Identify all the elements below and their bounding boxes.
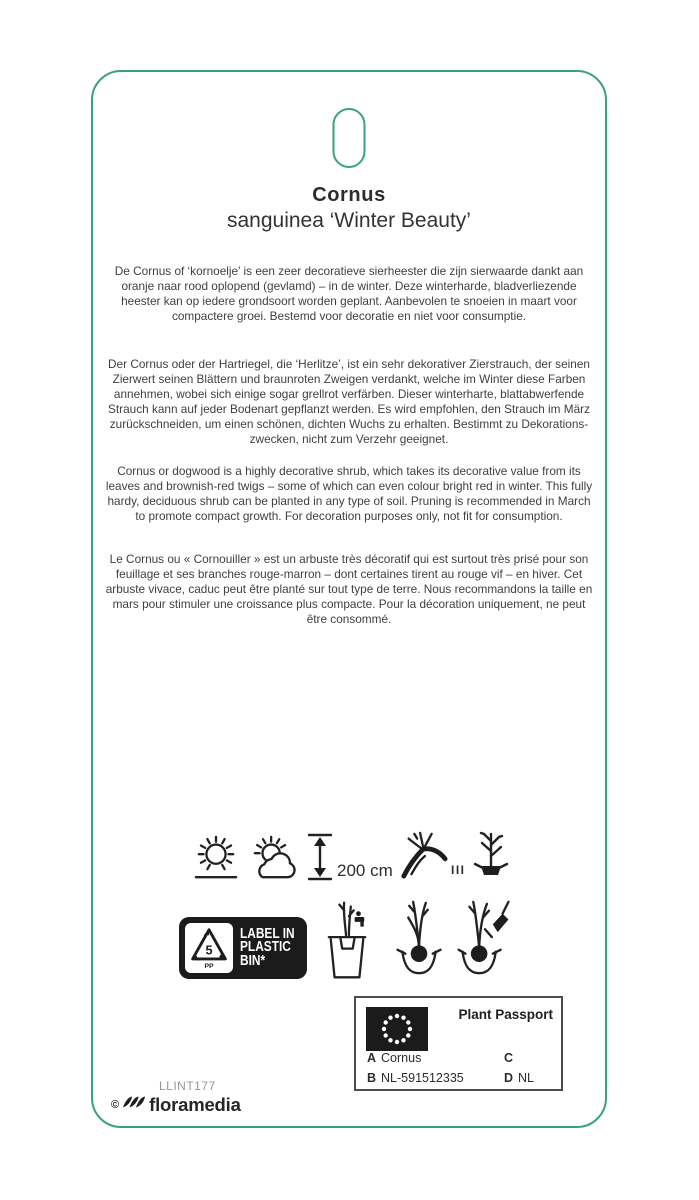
recycle-badge-text: LABEL IN PLASTIC BIN* xyxy=(240,925,295,969)
planting-hole-icon xyxy=(395,898,443,982)
pruning-shears-icon xyxy=(397,830,449,880)
full-sun-icon xyxy=(193,834,239,882)
plant-genus-title: Cornus xyxy=(312,184,386,206)
brand-logo xyxy=(111,1093,241,1116)
label-card xyxy=(91,70,607,1128)
recycle-badge xyxy=(179,917,307,979)
plant-passport-title: Plant Passport xyxy=(458,1007,553,1022)
floramedia-leaf-icon xyxy=(122,1093,146,1116)
description-french: Le Cornus ou « Cornouiller » est un arbuste très décoratif qui est surtout très prisé pour son feuillage et ses branches rouge-marron – dont certaines tirent au rouge vif – en hiver. Cet arbuste vivace, caduc peut être planté sur tout type de terre. Nous recommandons la taille en mars pour stimuler une croissance plus compacte. Pour la décoration uniquement, ne peut être consommé. xyxy=(105,552,593,626)
partial-shade-icon xyxy=(249,834,299,882)
eu-flag-icon xyxy=(366,1007,428,1056)
height-icon xyxy=(307,832,333,882)
plant-with-trowel-icon xyxy=(457,898,513,982)
passport-field-c: C xyxy=(504,1051,514,1065)
description-english: Cornus or dogwood is a highly decorative shrub, which takes its decorative value from its leaves and brownish-red twigs – some of which can even colour bright red in winter. This fully hardy, deciduous shrub can be planted in any type of soil. Pruning is recommended in March to promote compact growth. For decoration purposes only, not fit for consumption. xyxy=(105,464,593,523)
pruning-month-value: III xyxy=(451,863,466,877)
max-height-value: 200 cm xyxy=(337,861,393,880)
hanger-hole xyxy=(333,108,366,168)
passport-field-b: B NL-591512335 xyxy=(367,1071,464,1085)
brand-wordmark: floramedia xyxy=(149,1093,241,1115)
shrub-icon xyxy=(471,830,511,880)
recycle-pp5-icon xyxy=(185,923,233,973)
plant-passport-box xyxy=(354,996,563,1091)
passport-field-a: A Cornus xyxy=(367,1051,422,1065)
print-code: LLINT177 xyxy=(159,1079,216,1093)
resin-abbr: PP xyxy=(204,963,214,970)
plant-species-subtitle: sanguinea ‘Winter Beauty’ xyxy=(227,209,471,232)
passport-field-d: D NL xyxy=(504,1071,535,1085)
description-dutch: De Cornus of ‘kornoelje’ is een zeer decoratieve sierheester die zijn sierwaarde dankt aan oranje naar rood oplopend (gevlamd) – in de winter. Deze winterharde, bladverliezende heester kan op iedere grondsoort worden geplant. Aanbevolen te snoeien in maart voor compactere groei. Bestemd voor decoratie en niet voor consumptie. xyxy=(114,264,584,323)
description-german: Der Cornus oder der Hartriegel, die ‘Herlitze’, ist ein sehr dekorativer Zierstrauch, der seinen Zierwert seinen Blättern und braunroten Zweigen verdankt, welche im Winter diese Farben annehmen, wobei sich einige sogar grellrot verfärben. Dieser winterharte, blattabwerfende Strauch kann auf jeder Bodenart gepflanzt werden. Es wird empfohlen, den Strauch im März zurückschneiden, um einen schönen, dichten Wuchs zu erhalten. Bestimmt zu Dekorations- zwecken, nicht zum Verzehr geeignet. xyxy=(108,357,590,446)
soak-pot-icon xyxy=(325,898,369,982)
resin-code: 5 xyxy=(205,942,213,958)
copyright-icon: © xyxy=(111,1098,120,1111)
